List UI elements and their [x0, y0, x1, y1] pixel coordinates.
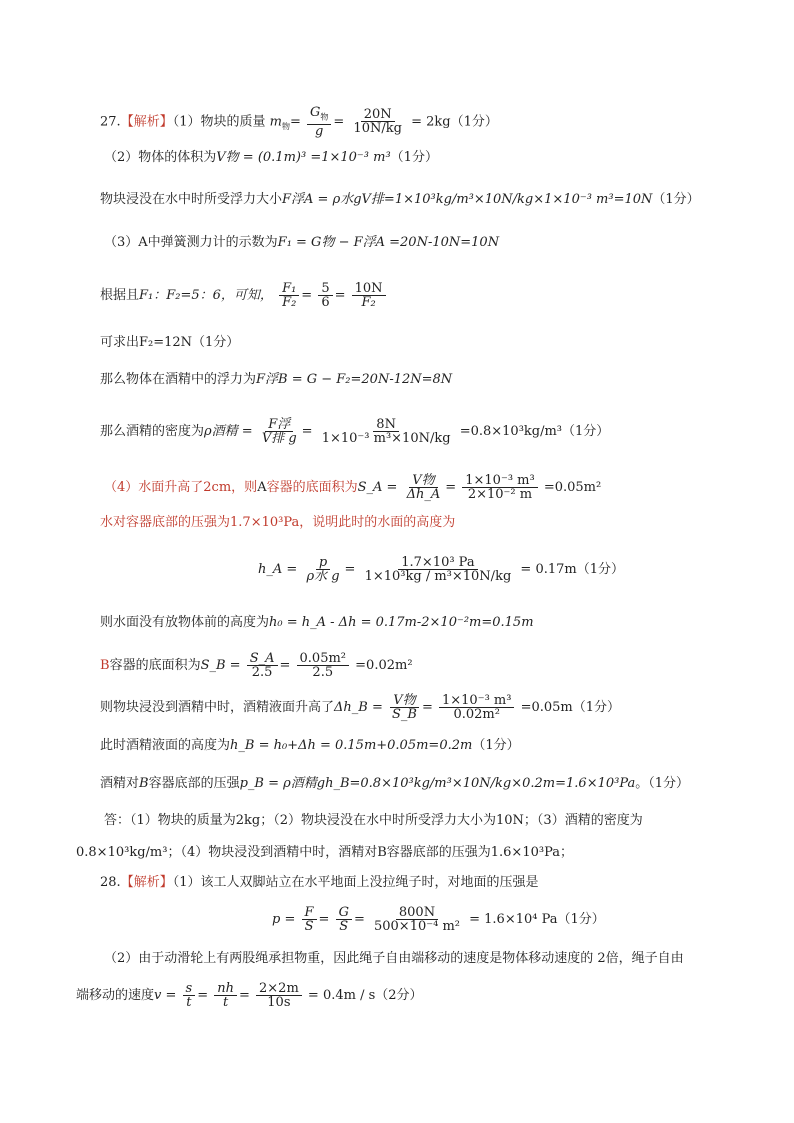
- q28-p2-lhs: p =: [272, 912, 296, 927]
- q27-line-13: B容器的底面积为S_B = $\frac{S\_A}{2.5}$ = $\frac{\text{0.05m²}}{2.5}$ =0.02m²: [100, 651, 413, 680]
- q27-p1-frac2-den: 10N/kg: [353, 121, 402, 137]
- q27-p13-head: 容器的底面积为: [109, 658, 201, 673]
- q28-line-3: [104, 950, 684, 968]
- q28-p4-frac3-den: 10s: [267, 995, 291, 1010]
- q27-p9-lhs: S_A =: [357, 480, 398, 495]
- q28-p2-frac1: [302, 906, 317, 933]
- q28-p2-result: = 1.6×10⁴ Pa: [469, 912, 558, 927]
- q27-p9-frac2-num: 1×10⁻³ m³: [462, 474, 537, 488]
- q27-p5-frac2-den: 6: [321, 295, 330, 310]
- q28-p2-frac3: [371, 906, 463, 933]
- q27-p11-frac1: [303, 556, 342, 583]
- q27-p9-mid: ，则: [231, 480, 258, 495]
- q27-p5-frac1-den: F₂: [282, 295, 297, 310]
- q27-p2-head: （2）物体的体积为: [104, 150, 217, 165]
- q27-p1-lhs-sub: 物: [281, 121, 290, 131]
- q27-p11-lhs: h_A =: [258, 562, 298, 577]
- q28-p2-frac2-den: S: [339, 919, 349, 934]
- q27-p7-expr: F浮B = G − F₂=20N-12N=8N: [256, 372, 453, 387]
- q27-p3-head: 物块浸没在水中时所受浮力大小: [100, 192, 283, 207]
- q28-tag: 【解析】: [120, 875, 173, 890]
- q27-p9-frac1: [404, 474, 444, 501]
- q27-p1-head: （1）物块的质量: [172, 114, 266, 130]
- q27-p1-frac1-num-sub: 物: [320, 112, 329, 122]
- q27-p10-value: 1.7×10³Pa: [230, 515, 300, 530]
- q27-p9-a: A: [257, 480, 267, 495]
- q27-line-7: [100, 371, 452, 389]
- q28-p4-frac2-num: nh: [214, 982, 237, 996]
- q27-p13-frac2: [297, 652, 349, 679]
- q27-p5-frac2-num: 5: [318, 282, 332, 296]
- q27-p1-frac1-num: G: [310, 105, 321, 120]
- q27-p14-frac2: [439, 694, 514, 721]
- q27-p5-frac3-den: F₂: [361, 295, 376, 310]
- q27-p8-frac2: [319, 418, 454, 445]
- q27-p9-result: =0.05m²: [543, 480, 602, 495]
- q28-p3: （2）由于动滑轮上有两股绳承担物重，因此绳子自由端移动的速度是物体移动速度的 2倍，绳子自由: [104, 951, 684, 966]
- q27-p16-expr: p_B = ρ酒精gh_B=0.8×10³kg/m³×10N/kg×0.2m=1.6×10³Pa: [239, 776, 636, 791]
- q27-line-15: [100, 737, 520, 755]
- q27-p15-head: 此时酒精液面的高度为: [100, 738, 231, 753]
- q27-p8-head: 那么酒精的密度为: [100, 424, 205, 439]
- q27-line-6: [100, 334, 239, 352]
- q28-p2-score: （1分）: [557, 912, 605, 927]
- q27-line-16: [100, 775, 689, 793]
- q27-p14-frac1-num: V物: [390, 694, 418, 708]
- q28-p4-frac1-num: s: [183, 982, 196, 996]
- q27-p9-frac2-den: 2×10⁻² m: [467, 487, 533, 502]
- q27-p14-lhs: Δh_B =: [334, 700, 383, 715]
- q27-p1-frac1-den: g: [315, 123, 324, 139]
- q28-line-1: [100, 874, 538, 892]
- q27-p1-frac2-num: 20N: [361, 108, 395, 122]
- q28-line-4: 端移动的速度v = $\frac{s}{t}$ = $\frac{nh}{t}$ = $\frac{2\times 2m}{10s}$ = 0.4m / s（2分）: [76, 981, 423, 1010]
- q27-p14-frac1-den: S_B: [392, 707, 417, 722]
- q27-line-4: [104, 234, 499, 252]
- q27-line-9: （4）水面升高了2cm，则A容器的底面积为S_A = $\frac{\text{V物}}{\Delta h\_A}$ = $\frac{\text{1×10⁻³ m³}}{\text{2×10⁻² m}}$ =0.05m²: [104, 473, 602, 502]
- q27-p2-score: （1分）: [390, 150, 438, 165]
- q27-line-10: [100, 514, 455, 532]
- q28-p4-frac3-num: 2×2m: [256, 982, 302, 996]
- q28-number: 28.: [100, 875, 121, 890]
- q27-p13-result: =0.02m²: [355, 658, 413, 673]
- q27-tag: 【解析】: [120, 114, 173, 130]
- q27-line-8: 那么酒精的密度为ρ酒精 = $\frac{\text{F浮}}{\text{V排 g}}$ = $\frac{8N}{\text{1×10⁻³ m³×10N/kg}}$ =0.8×10³kg/m³（1分）: [100, 417, 610, 446]
- q27-line-14: 则物块浸没到酒精中时，酒精液面升高了Δh_B = $\frac{\text{V物}}{S\_B}$ = $\frac{\text{1×10⁻³ m³}}{\text{0.02m²}}$ =0.05m（1分）: [100, 693, 621, 722]
- q27-p9-frac1-num: V物: [409, 474, 437, 488]
- q27-p10-head: 水对容器底部的压强为: [100, 515, 231, 530]
- q27-line-11: h_A = $\frac{p}{\text{ρ水 g}}$ = $\frac{\text{1.7×10³ Pa}}{\text{1×10³kg / m³×10N/kg}}$ = 0.17m（1分）: [258, 555, 625, 584]
- q28-p2-frac2: [336, 906, 352, 933]
- q27-p9-tail: 容器的底面积为: [266, 480, 358, 495]
- q27-p2-expr: V物 = (0.1m)³ =1×10⁻³ m³: [216, 150, 391, 165]
- q27-p1-lhs: m: [269, 114, 282, 130]
- q27-p8-frac2-num: 8N: [373, 418, 399, 432]
- q27-p1-frac1: [307, 106, 331, 138]
- q27-answer-2: 0.8×10³kg/m³；（4）物块浸没到酒精中时，酒精对B容器底部的压强为1.6×10³Pa；: [76, 845, 573, 860]
- q27-p13-b: B: [100, 658, 110, 673]
- q27-p1-frac2: [350, 108, 405, 135]
- q27-p11-frac1-den: ρ水 g: [306, 569, 340, 584]
- q27-p10-tail: ，说明此时的水面的高度为: [299, 515, 456, 530]
- q27-p8-frac1: [259, 418, 300, 445]
- q27-p12-head: 则水面没有放物体前的高度为: [100, 615, 270, 630]
- q27-p5-frac2: [318, 282, 332, 309]
- q27-p3-expr: F浮A = ρ水gV排=1×10³kg/m³×10N/kg×1×10⁻³ m³=10N: [282, 192, 653, 207]
- q27-p14-score: （1分）: [572, 700, 621, 715]
- q28-p2-frac1-num: F: [302, 906, 317, 920]
- q27-p14-frac2-den: 0.02m²: [453, 707, 500, 722]
- q27-p1-score: （1分）: [450, 114, 498, 130]
- q27-p16-b: B: [139, 776, 149, 791]
- q28-p4-frac2: [214, 982, 237, 1009]
- q27-p1-eq: =: [289, 114, 301, 130]
- q27-line-5: 根据且F₁：F₂=5：6，可知， $\frac{\text{F₁}}{\text{F₂}}$ = $\frac{5}{6}$ = $\frac{10N}{\text{F₂}}$: [100, 276, 388, 316]
- q28-line-2: p = $\frac{F}{S}$ = $\frac{G}{S}$ = $\frac{800N}{\text{500×10⁻⁴ m²}}$ = 1.6×10⁴ Pa（1分）: [272, 905, 605, 934]
- q27-p5-ratio: F₁：F₂=5：6，可知，: [139, 288, 273, 303]
- q28-p4-result: = 0.4m / s: [307, 988, 376, 1003]
- q27-p14-frac2-num: 1×10⁻³ m³: [439, 694, 514, 708]
- q27-p9-head: （4）水面升高了: [104, 480, 204, 495]
- q27-p16-tail: 容器底部的压强: [148, 776, 240, 791]
- q27-answer-line-2: [76, 844, 573, 862]
- q27-p13-frac2-den: 2.5: [312, 665, 334, 680]
- q27-p5-frac1-num: F₁: [279, 282, 299, 296]
- q28-p1: （1）该工人双脚站立在水平地面上没拉绳子时，对地面的压强是: [172, 875, 539, 890]
- q27-p7-head: 那么物体在酒精中的浮力为: [100, 372, 257, 387]
- q27-p9-value: 2cm: [203, 480, 232, 495]
- q27-p14-head: 则物块浸没到酒精中时，酒精液面升高了: [100, 700, 335, 715]
- q27-p11-result: = 0.17m: [520, 562, 577, 577]
- q27-p4-expr: F₁ = G物 − F浮A =20N-10N=10N: [277, 235, 500, 250]
- q27-p4-head: （3）A中弹簧测力计的示数为: [104, 235, 278, 250]
- q27-p8-frac1-den: V排 g: [261, 431, 297, 446]
- q27-p3-score: （1分）: [652, 192, 700, 207]
- q27-p11-frac2-num: 1.7×10³ Pa: [398, 556, 477, 570]
- q27-p13-frac1: [247, 652, 278, 679]
- q27-p15-score: （1分）: [472, 738, 520, 753]
- q27-p16-score: 。（1分）: [635, 776, 690, 791]
- q27-p14-result: =0.05m: [520, 700, 573, 715]
- q28-p4-frac2-den: t: [222, 995, 229, 1010]
- q27-line-1: 27.【解析】（1）物块的质量 $m_物=$ $\frac{G_物}{g}$ = $\frac{20N}{10N/kg}$ = 2kg（1分）: [100, 105, 498, 139]
- q27-number: 27.: [100, 114, 121, 130]
- q27-p6: 可求出F₂=12N（1分）: [100, 335, 240, 350]
- q27-p1-result: = 2kg: [411, 114, 451, 130]
- q28-p4-score: （2分）: [375, 988, 423, 1003]
- q27-p11-frac2: [362, 556, 515, 583]
- q27-line-3: [100, 191, 700, 209]
- q27-p15-expr: h_B = h₀+Δh = 0.15m+0.05m=0.2m: [230, 738, 473, 753]
- q27-p9-frac2: [462, 474, 537, 501]
- q27-p11-frac2-den: 1×10³kg / m³×10N/kg: [364, 569, 512, 584]
- q28-p4-lhs: v =: [154, 988, 177, 1003]
- q27-p5-frac3-num: 10N: [352, 282, 386, 296]
- q27-p5-head: 根据且: [100, 288, 140, 303]
- q27-p8-score: （1分）: [562, 424, 610, 439]
- q27-answer-1: 答：（1）物块的质量为2kg；（2）物块浸没在水中时所受浮力大小为10N；（3）酒精的密度为: [104, 813, 643, 828]
- q28-p4-frac1: [183, 982, 196, 1009]
- q27-p14-frac1: [389, 694, 420, 721]
- q28-p2-frac3-den: 500×10⁻⁴ m²: [373, 919, 460, 934]
- q28-p4-frac1-den: t: [186, 995, 192, 1010]
- q27-line-2: [104, 149, 438, 167]
- q27-p5-frac3: [352, 282, 386, 309]
- q27-p13-frac2-num: 0.05m²: [297, 652, 349, 666]
- q27-p16-head: 酒精对: [100, 776, 140, 791]
- q27-p8-frac2-den: 1×10⁻³ m³×10N/kg: [321, 431, 451, 446]
- q27-answer-line-1: [104, 812, 643, 830]
- q28-p2-frac3-num: 800N: [396, 906, 438, 920]
- q27-p11-frac1-num: p: [316, 556, 330, 570]
- q27-p13-lhs: S_B =: [200, 658, 241, 673]
- q28-p4-frac3: [256, 982, 302, 1009]
- q27-p13-frac1-den: 2.5: [251, 665, 273, 680]
- q27-p12-expr: h₀ = h_A - Δh = 0.17m-2×10⁻²m=0.15m: [269, 615, 534, 630]
- q27-p8-lhs: ρ酒精 =: [204, 424, 253, 439]
- q27-p11-score: （1分）: [576, 562, 625, 577]
- q27-p8-result: =0.8×10³kg/m³: [459, 424, 563, 439]
- q27-p8-frac1-num: F浮: [265, 418, 293, 432]
- q28-p2-frac2-num: G: [336, 906, 352, 920]
- q28-p4-head: 端移动的速度: [76, 988, 155, 1003]
- q28-p2-frac1-den: S: [304, 919, 314, 934]
- q27-line-12: [100, 614, 534, 632]
- q27-p9-frac1-den: Δh_A: [406, 487, 441, 502]
- q27-p5-frac1: [279, 282, 299, 309]
- q27-p13-frac1-num: S_A: [247, 652, 278, 666]
